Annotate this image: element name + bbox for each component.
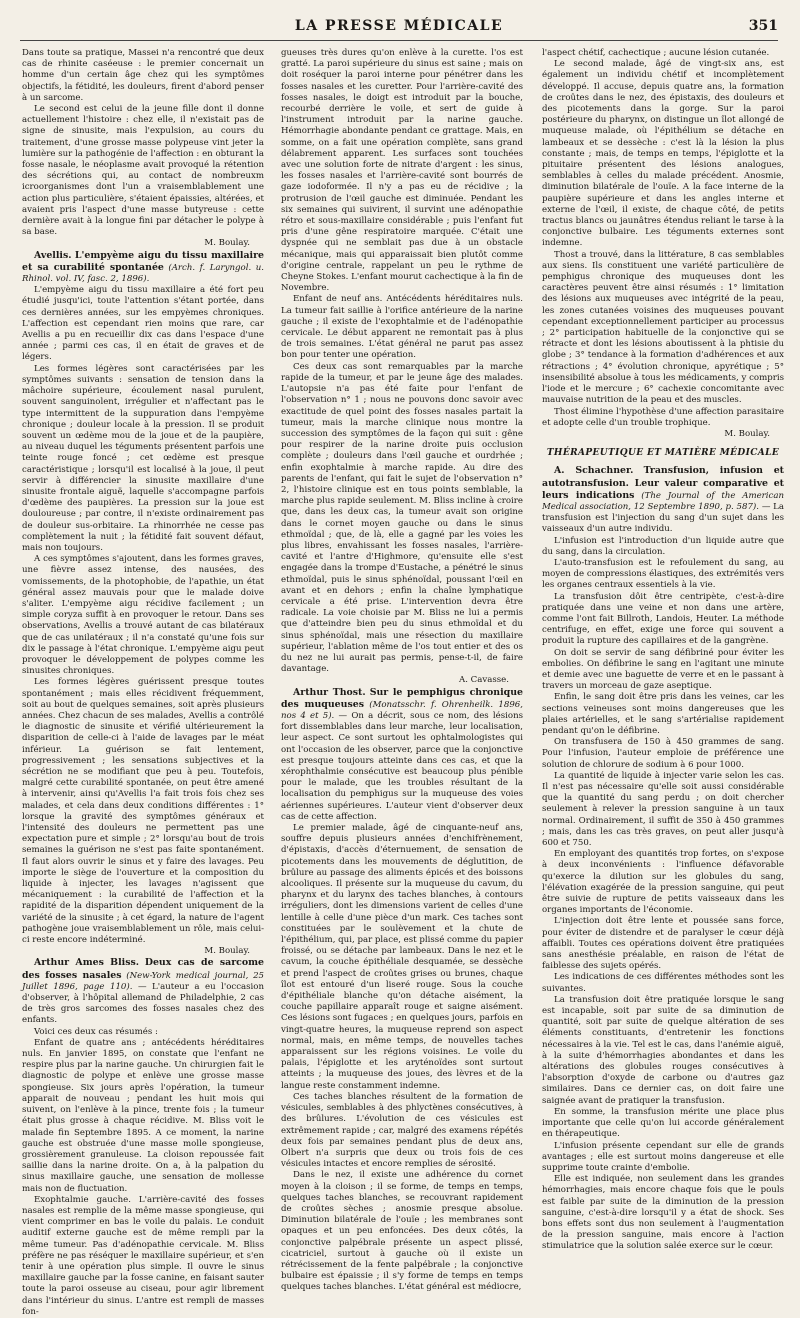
paragraph: La transfusion dôit être centripète, c'est-à-dire pratiquée dans une veine et non dans une artère, comme l'ont fait Billroth, Landois, Heuter. La méthode centrifuge, en effet, exige une force qui souvent a produit la rupture des capillaires et de la gangrène.	[542, 591, 784, 647]
article-heading	[542, 465, 784, 535]
paragraph: En somme, la transfusion mérite une place plus importante que celle qu'on lui accorde généralement en thérapeutique.	[542, 1106, 784, 1140]
article-lead: — On a décrit, sous ce nom, des lésions fort dissemblables dans leur marche, leur localisation, leur aspect. Ce sont surtout les ophtalmologistes qui ont l'occasion de les observer, parce que la conjonctive est presque toujours atteinte dans ces cas, et que la xérophthalmie consécutive est beaucoup plus pénible pour le malade, que les troubles résultant de la localisation du pemphigus sur la muqueuse des voies aériennes supérieures. L'auteur vient d'observer deux cas de cette affection.	[281, 710, 524, 822]
article-lead: — L'auteur a eu l'occasion d'observer, à l'hôpital allemand de Philadelphie, 2 cas de très gros sarcomes des fosses nasales chez des enfants.	[22, 981, 265, 1026]
paragraph: Le second est celui de la jeune fille dont il donne actuellement l'histoire : chez elle, il n'existait pas de signe de sinusite, mais l'expulsion, au cours du traitement, d'une grosse masse polypeuse vint jeter la lumière sur la pathogénie de l'affection : en obturant la fosse nasale, le néoplasme avait provoqué la rétention des sécrétions qui, au contact de nombreuxm icroorganismes dont l'un a vraisemblablement une action plus particulière, s'étaient épaissies, altérées, et avaient pris l'aspect d'une masse butyreuse : cette dernière avait à la longue fini par détacher le polype à sa base.	[22, 104, 264, 238]
paragraph: On doit se servir de sang défibriné pour éviter les embolies. On défibrine le sang en l'agitant une minute et demie avec une baguette de verre et en le passant à travers un morceau de gaze aseptique.	[542, 647, 784, 692]
paragraph: Enfant de quatre ans ; antécédents héréditaires nuls. En janvier 1895, on constate que l'enfant ne respire plus par la narine gauche. Un chirurgien fait le diagnostic de polype et enlève une grosse masse spongieuse. Six jours après l'opération, la tumeur apparait de nouveau ; pendant les huit mois qui suivent, on l'enlève à la pince, trente fois ; la tumeur était plus grosse à chaque récidive. M. Bliss voit le malade fin Septembre 1895. A ce moment, la narine gauche est obstruée d'une masse molle spongieuse, grossièrement granuleuse. La cloison repoussée fait saillie dans la narine droite. On a, à la palpation du sinus maxillaire gauche, une sensation de mollesse mais non de fluctuation.	[22, 1037, 264, 1194]
paragraph: Enfant de neuf ans. Antécédents héréditaires nuls. La tumeur fait saillie à l'orifice antérieure de la narine gauche ; il existe de l'exophtalmie et de l'adénopathie cervicale. Le début apparent ne remontait pas à plus de trois semaines. L'état général ne parut pas assez bon pour tenter une opération.	[281, 294, 523, 361]
signature: A. Cavasse.	[459, 675, 509, 686]
paragraph: L'infusion est l'introduction d'un liquide autre que du sang, dans la circulation.	[542, 535, 784, 557]
paragraph: L'injection doit être lente et poussée sans force, pour éviter de distendre et de paralyser le cœur déjà affaibli. Toutes ces opérations doivent être pratiquées sans anesthésie préalable, en raison de l'état de faiblesse des sujets opérés.	[542, 916, 784, 972]
section-heading: THÉRAPEUTIQUE ET MATIÈRE MÉDICALE	[546, 448, 780, 459]
signature: M. Boulay.	[204, 946, 250, 957]
paragraph: L'auto-transfusion est le refoulement du sang, au moyen de compressions élastiques, des extrémités vers les organes centraux essentiels à la vie.	[542, 557, 785, 591]
column-2	[281, 48, 524, 1293]
column-1	[22, 48, 265, 1317]
paragraph: Elle est indiquée, non seulement dans les grandes hémorrhagies, mais encore chaque fois que le pouls est faible par suite de la diminution de la pression sanguine, c'est-à-dire lorsqu'il y a état de shock. Ses bons effets sont dus non seulement à l'augmentation de la pression sanguine, mais encore à l'action stimulatrice que la solution salée exerce sur le cœur.	[542, 1174, 784, 1252]
paragraph: gueuses très dures qu'on enlève à la curette. l'os est gratté. La paroi supérieure du sinus est saine ; mais on doit roséquer la paroi interne pour pénétrer dans les fosses nasales et les curetter. Pour l'arrière-cavité des fosses nasales, le doigt est introduit par la bouche, recourbé derrière le voile, et sert de guide à l'instrument introduit par la narine gauche. Hémorrhagie abondante pendant ce grattage. Mais, en somme, on a fait une opération complète, sans grand délabrement apparent. Les surfaces sont touchées avec une solution forte de nitrate d'argent : les sinus, les fosses nasales et l'arrière-cavité sont bourrés de gaze iodoformée. Il n'y a pas eu de récidive ; la protrusion de l'œil gauche est diminuée. Pendant les six semaines qui suivirent, il survint une adénopathie rétro et sous-maxillaire considérable ; puis l'enfant fut pris d'une gêne respiratoire marquée. C'était une dyspnée qui ne semblait pas due à un obstacle mécanique, mais qui apparaissait bien plutôt comme d'origine centrale, rappelant un peu le rythme de Cheyne Stokes. L'enfant mourut cachectique à la fin de Novembre.	[281, 48, 523, 294]
paragraph: Exophtalmie gauche. L'arrière-cavité des fosses nasales est remplie de la même masse spongieuse, qui vient comprimer en bas le voile du palais. Le conduit auditif externe gauche est de même rempli par la même tumeur. Pas d'adénopathie cervicale. M. Bliss préfère ne pas réséquer le maxillaire supérieur, et s'en tenir à une opération plus simple. Il ouvre le sinus maxillaire gauche par la fosse canine, en faisant sauter toute la paroi osseuse au ciseau, pour agir librement dans l'intérieur du sinus. L'antre est rempli de masses fon-	[22, 1194, 264, 1317]
paragraph: L'infusion présente cependant sur elle de grands avantages ; elle est surtout moins dangereuse et elle supprime toute crainte d'embolie.	[542, 1140, 784, 1173]
paragraph: Thost a trouvé, dans la littérature, 8 cas semblables aux siens. Ils constituent une variété particulière de pemphigus chronique des muqueuses dont les caractères peuvent être ainsi résumés : 1° limitation des lésions aux muqueuses avec intégrité de la peau, les zones cutanées voisines des muqueuses pouvant cependant exceptionnellement participer au processus ; 2° participation habituelle de la conjonctive qui se rétracte et dont les lésions aboutissent à la phtisie du globe ; 3° tendance à la formation d'adhérences et aux rétractions ; 4° évolution chronique, apyrétique ; 5° insensibilité absolue à tous les médicaments, y compris l'iode et le mercure ; 6° cachexie concomitante avec mauvaise nutrition de la peau et des muscles.	[542, 249, 784, 406]
signature: M. Boulay.	[724, 428, 770, 439]
page-header	[20, 18, 778, 38]
running-title: LA PRESSE MÉDICALE	[294, 18, 504, 34]
signature: M. Boulay.	[204, 238, 250, 249]
paragraph: Enfin, le sang doit être pris dans les veines, car les sections veineuses sont moins dangereuses que les plaies artérielles, et le sang s'artérialise rapidement pendant qu'on le défibrine.	[542, 692, 784, 736]
column-3	[542, 48, 785, 1252]
article-author: Arthur Thost.	[293, 686, 366, 698]
paragraph: Voici ces deux cas résumés :	[34, 1026, 158, 1037]
paragraph: Le second malade, âgé de vingt-six ans, est également un individu chétif et incomplètement développé. Il accuse, depuis quatre ans, la formation de croûtes dans le nez, des épistaxis, des douleurs et des picotements dans la gorge. Sur la paroi postérieure du pharynx, on distingue un îlot allongé de muqueuse malade, où l'épithélium se détache en lambeaux et se dessèche : c'est là la lésion la plus constante ; mais, de temps en temps, l'épiglotte et la pituitaire présentent des lésions analogues, semblables à celles du malade précédent. Anosmie, diminution bilatérale de l'ouïe. A la face interne de la paupière supérieure et dans les angles interne et externe de l'œil, il existe, de chaque côté, de petits tractus blancs ou jaunâtres étendus reliant le tarse à la conjonctive bulbaire. Les téguments externes sont indemne.	[542, 59, 784, 249]
article-lead: — La transfusion est l'injection du sang d'un sujet dans les vaisseaux d'un autre individu.	[542, 501, 785, 535]
paragraph: A ces symptômes s'ajoutent, dans les formes graves, une fièvre assez intense, des nausées, des vomissements, de la photophobie, de l'apathie, un état général assez mauvais pour que le malade doive s'aliter. L'empyème aigu récidive facilement ; un simple coryza suffit à en provoquer le retour. Dans ses observations, Avellis a trouvé autant de cas bilatéraux que de cas unilatéraux ; il n'a constaté qu'une fois sur dix le passage à l'état chronique. L'empyème aigu peut provoquer le développement de polypes comme les sinusites chroniques.	[22, 554, 264, 677]
paragraph: Thost élimine l'hypothèse d'une affection parasitaire et adopte celle d'un trouble trophique.	[542, 406, 784, 428]
article-reference: (Arch. f. Laryngol. u. Rhinol. vol. IV, fasc. 2, 1896).	[22, 262, 264, 285]
article-author: A. Schachner.	[554, 465, 634, 477]
paragraph: Les formes légères guérissent presque toutes spontanément ; mais elles récidivent fréquemment, soit au bout de quelques semaines, soit après plusieurs années. Chez chacun de ses malades, Avellis a contrôlé le diagnostic de sinusite et vérifié ultérieurement la disparition de celle-ci à l'aide de lavages par le méat inférieur. La guérison se fait lentement, progressivement ; les sensations subjectives et la sécrétion ne se modifiant que peu à peu. Toutefois, malgré cette curabilité spontanée, on peut être amené à intervenir, ainsi qu'Avellis l'a fait trois fois chez ses malades, et cela dans deux conditions différentes : 1° lorsque la gravité des symptômes généraux et l'intensité des douleurs ne permettent pas une expectation pure et simple ; 2° lorsqu'au bout de trois semaines la guérison ne s'est pas faite spontanément. Il faut alors ouvrir le sinus et y faire des lavages. Peu importe le siège de l'ouverture et la composition du liquide à injecter, les lavages n'agissent que mécaniquement : la curabilité de l'affection et la rapidité de la disparition dépendent uniquement de la variété de la sinusite ; à cet égard, la nature de l'agent pathogène joue vraisemblablement un rôle, mais celui-ci reste encore indéterminé.	[22, 677, 264, 946]
article-title: Transfusion, infusion et autotransfusion. Leur valeur comparative et leurs indications	[542, 465, 784, 501]
article-reference: (Monatsschr. f. Ohrenheilk. 1896, nos 4 et 5).	[281, 699, 523, 721]
paragraph: En employant des quantités trop fortes, on s'expose à deux inconvénients : l'influence défavorable qu'exerce la dilution sur les globules du sang, l'élévation exagérée de la pression sanguine, qui peut être suivie de rupture de petits vaisseaux dans les organes importants de l'économie.	[542, 849, 784, 916]
article-title: L'empyème aigu du tissu maxillaire et sa curabilité spontanée	[22, 249, 264, 273]
paragraph: l'aspect chétif, cachectique ; aucune lésion cutanée.	[542, 48, 770, 58]
paragraph: Les indications de ces différentes méthodes sont les suivantes.	[542, 972, 784, 994]
paragraph: On transfusera de 150 à 450 grammes de sang. Pour l'infusion, l'auteur emploie de préférence une solution de chlorure de sodium à 6 pour 1000.	[542, 737, 784, 770]
paragraph: L'empyème aigu du tissu maxillaire a été fort peu étudié jusqu'ici, toute l'attention s'étant portée, dans ces dernières années, sur les empyèmes chroniques. L'affection est cependant rien moins que rare, car Avellis a pu en recueillir dix cas dans l'espace d'une année ; parmi ces cas, il en était de graves et de légers.	[22, 285, 264, 363]
article-heading	[22, 250, 264, 286]
paragraph: Dans toute sa pratique, Massei n'a rencontré que deux cas de rhinite caséeuse : le premier concernait un homme d'un certain âge chez qui les symptômes objectifs, la fétidité, les douleurs, firent d'abord penser à un sarcome.	[22, 48, 264, 103]
article-heading	[22, 957, 264, 1026]
paragraph: Ces deux cas sont remarquables par la marche rapide de la tumeur, et par le jeune âge des malades. L'autopsie n'a pas été faite pour l'enfant de l'observation n° 1 ; nous ne pouvons donc savoir avec exactitude de quel point des fosses nasales partait la tumeur, mais la marche clinique nous montre la succession des symptômes de la façon qui suit : gêne pour respirer de la narine droite puis occlusion complète ; douleurs dans l'œil gauche et ourdrhée ; enfin exophtalmie à marche rapide. Au dire des parents de l'enfant, qui fait le sujet de l'observation n° 2, l'histoire clinique est en tous points semblable, la marche plus rapide seulement. M. Bliss incline à croire que, dans les deux cas, la tumeur avait son origine dans le cornet moyen gauche ou dans le sinus ethmoïdal ; que, de là, elle a gagné par les voies les plus libres, envahissant les fosses nasales, l'arrière-cavité et l'antre d'Highmore, qu'ensuite elle s'est engagée dans la trompe d'Eustache, a pénétré le sinus ethmoïdal, puis le sinus sphénoïdal, poussant l'œil en avant et en dehors ; enfin la chaîne lymphatique cervicale a été prise. L'intervention devra être radicale. La voie choisie par M. Bliss ne lui a permis que d'atteindre bien peu du sinus ethmoïdal et du sinus sphénoïdal, mais une résection du maxillaire supérieur, l'ablation même de l'os tout entier et des os du nez ne lui aurait pas permis, pense-t-il, de faire davantage.	[281, 361, 523, 675]
header-rule	[20, 40, 778, 41]
page-number: 351	[748, 18, 778, 34]
paragraph: La transfusion doit être pratiquée lorsque le sang est incapable, soit par suite de sa diminution de quantité, soit par suite de quelque altération de ses éléments constituants, d'entretenir les fonctions nécessaires à la vie. Tel est le cas, dans l'anémie aiguë, à la suite d'hémorrhagies abondantes et dans les altérations des globules rouges consécutives à l'absorption d'oxyde de carbone ou d'autres gaz similaires. Dans ce dernier cas, on doit faire une saignée avant de pratiquer la transfusion.	[542, 994, 784, 1106]
paragraph: Le premier malade, âgé de cinquante-neuf ans, souffre depuis plusieurs années d'enchifrènement, d'épistaxis, d'accès d'éternuement, de sensation de picotements dans les mouvements de déglutition, de brûlure au passage des aliments épicés et des boissons alcooliques. Il présente sur la muqueuse du cavum, du pharynx et du larynx des taches blanches, à contours irréguliers, dont les dimensions varient de celles d'une lentille à celle d'une pièce d'un mark. Ces taches sont constituées par le soulèvement et la chute de l'épithélium, qui, par place, est plissé comme du papier froissé, ou se détache par lambeaux. Dans le nez et le cavum, la couche épithéliale desquamée, se dessèche et prend l'aspect de croûtes grises ou brunes, chaque îlot est entouré d'un liseré rouge. Sous la couche d'épithéliale blanche qu'on détache aisément, la couche papillaire apparaît rouge et saigne aisément. Ces lésions sont fugaces ; en quelques jours, parfois en vingt-quatre heures, la muqueuse reprend son aspect normal, mais, en même temps, de nouvelles taches apparaissent sur les régions voisines. Le voile du palais, l'épiglotte et les aryténoïdes sont surtout atteints ; la muqueuse des joues, des lèvres et de la langue reste constamment indemne.	[281, 823, 523, 1091]
paragraph: Ces taches blanches résultent de la formation de vésicules, semblables à des phlyctènes consécutives, à des brûlures. L'évolution de ces vésicules est extrêmement rapide ; car, malgré des examens répétés deux fois par semaines pendant plus de deux ans, Olbert n'a surpris que deux ou trois fois de ces vésicules intactes et encore remplies de sérosité.	[281, 1091, 523, 1170]
paragraph: Dans le nez, il existe une adhérence du cornet moyen à la cloison ; il se forme, de temps en temps, quelques taches blanches, se recouvrant rapidement de croûtes sèches ; anosmie presque absolue. Diminution bilatérale de l'ouïe ; les membranes sont opaques et un peu enfoncées. Des deux côtés, la conjonctive palpébrale présente un aspect plissé, cicatriciel, surtout à gauche où il existe un rétrécissement de la fente palpébrale ; la conjonctive bulbaire est épaissie ; il s'y forme de temps en temps quelques taches blanches. L'état général est médiocre,	[281, 1170, 523, 1293]
article-author: Avellis.	[34, 249, 72, 261]
paragraph: La quantité de liquide à injecter varie selon les cas. Il n'est pas nécessaire qu'elle soit aussi considérable que la quantité du sang perdu ; on doit chercher seulement à relever la pression sanguine à un taux normal. Ordinairement, il suffit de 350 à 450 grammes ; mais, dans les cas très graves, on peut aller jusqu'à 600 et 750.	[542, 770, 784, 849]
article-heading	[281, 687, 523, 823]
article-title: Sur le pemphigus chronique des muqueuses	[281, 686, 524, 710]
article-reference: (The Journal of the American Medical association, 12 Septembre 1890, p. 587).	[542, 490, 785, 512]
article-title: Deux cas de sarcome des fosses nasales	[22, 957, 264, 981]
article-author: Arthur Ames Bliss.	[34, 957, 140, 969]
article-reference: (New-York medical journal, 25 Juillet 1896, page 110).	[22, 970, 264, 992]
paragraph: Les formes légères sont caractérisées par les symptômes suivants : sensation de tension dans la mâchoire supérieure, écoulement nasal purulent, souvent sanguinolent, irrégulier et n'affectant pas le type intermittent de la suppuration dans l'empyème chronique ; douleur locale à la pression. Il se produit souvent un œdème mou de la joue et de la paupière, au niveau duquel les téguments présentent parfois une teinte rouge foncé ; cet œdème est presque caractéristique ; lorsqu'il est localisé à la joue, il peut servir à différencier la sinusite maxillaire d'une sinusite frontale aiguë, laquelle s'accompagne parfois d'œdème des paupières. La pression sur la joue est douloureuse ; par contre, il n'existe ordinairement pas de douleur sus-orbitaire. La rhinorrhée ne cesse pas complètement la nuit ; la fétidité fait souvent défaut, mais non toujours.	[22, 363, 264, 553]
